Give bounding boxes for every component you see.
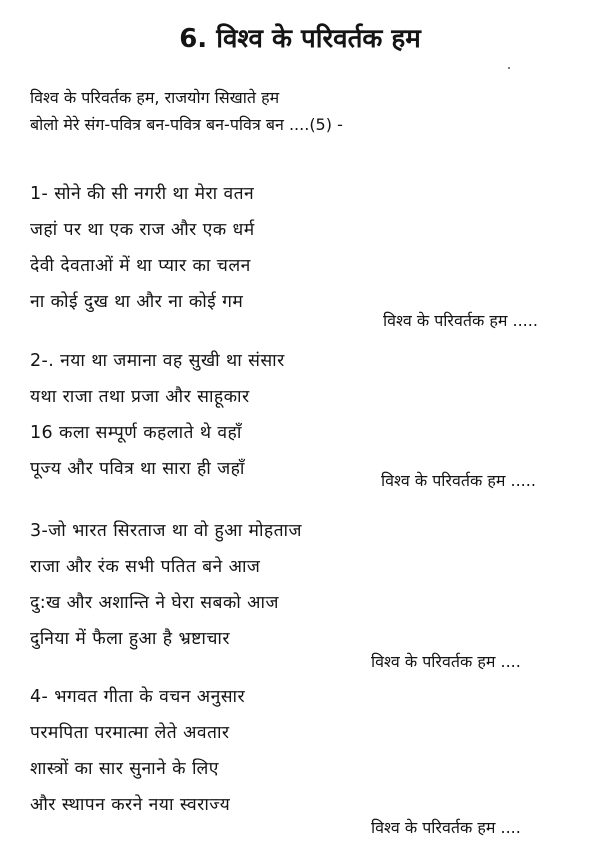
stanza-line: शास्त्रों का सार सुनाने के लिए (30, 759, 219, 779)
stanza-line: ना कोई दुख था और ना कोई गम (30, 292, 244, 312)
stanza-line: यथा राजा तथा प्रजा और साहूकार (30, 387, 250, 407)
stanza-4 (30, 679, 245, 823)
stanza-line: 4- भगवत गीता के वचन अनुसार (30, 687, 246, 707)
stanza-line: पूज्य और पवित्र था सारा ही जहाँ (30, 459, 245, 479)
song-title: 6. विश्व के परिवर्तक हम (179, 24, 421, 54)
chorus-line: बोलो मेरे संग-पवित्र बन-पवित्र बन-पवित्र बन ....(5) - (30, 115, 343, 134)
stanza-line: राजा और रंक सभी पतित बने आज (30, 557, 261, 577)
stanza-line: 1- सोने की सी नगरी था मेरा वतन (30, 184, 255, 204)
stanza-line: परमपिता परमात्मा लेते अवतार (30, 723, 230, 743)
stanza-line: 3-जो भारत सिरताज था वो हुआ मोहताज (30, 521, 302, 541)
refrain-2: विश्व के परिवर्तक हम ..... (381, 471, 536, 490)
refrain-4: विश्व के परिवर्तक हम .... (371, 818, 521, 837)
stanza-line: जहां पर था एक राज और एक धर्म (30, 220, 255, 240)
stanza-2 (30, 343, 285, 487)
chorus (30, 84, 343, 138)
scan-speck (508, 67, 510, 69)
stanza-1 (30, 176, 255, 320)
stanza-line: 16 कला सम्पूर्ण कहलाते थे वहाँ (30, 423, 242, 443)
stanza-line: 2-. नया था जमाना वह सुखी था संसार (30, 351, 285, 371)
stanza-line: दु:ख और अशान्ति ने घेरा सबको आज (30, 593, 279, 613)
stanza-line: दुनिया में फैला हुआ है भ्रष्टाचार (30, 629, 230, 649)
refrain-3: विश्व के परिवर्तक हम .... (371, 652, 521, 671)
stanza-3 (30, 513, 302, 657)
stanza-line: देवी देवताओं में था प्यार का चलन (30, 256, 251, 276)
chorus-line: विश्व के परिवर्तक हम, राजयोग सिखाते हम (30, 88, 280, 107)
stanza-line: और स्थापन करने नया स्वराज्य (30, 795, 231, 815)
refrain-1: विश्व के परिवर्तक हम ..... (383, 311, 538, 330)
